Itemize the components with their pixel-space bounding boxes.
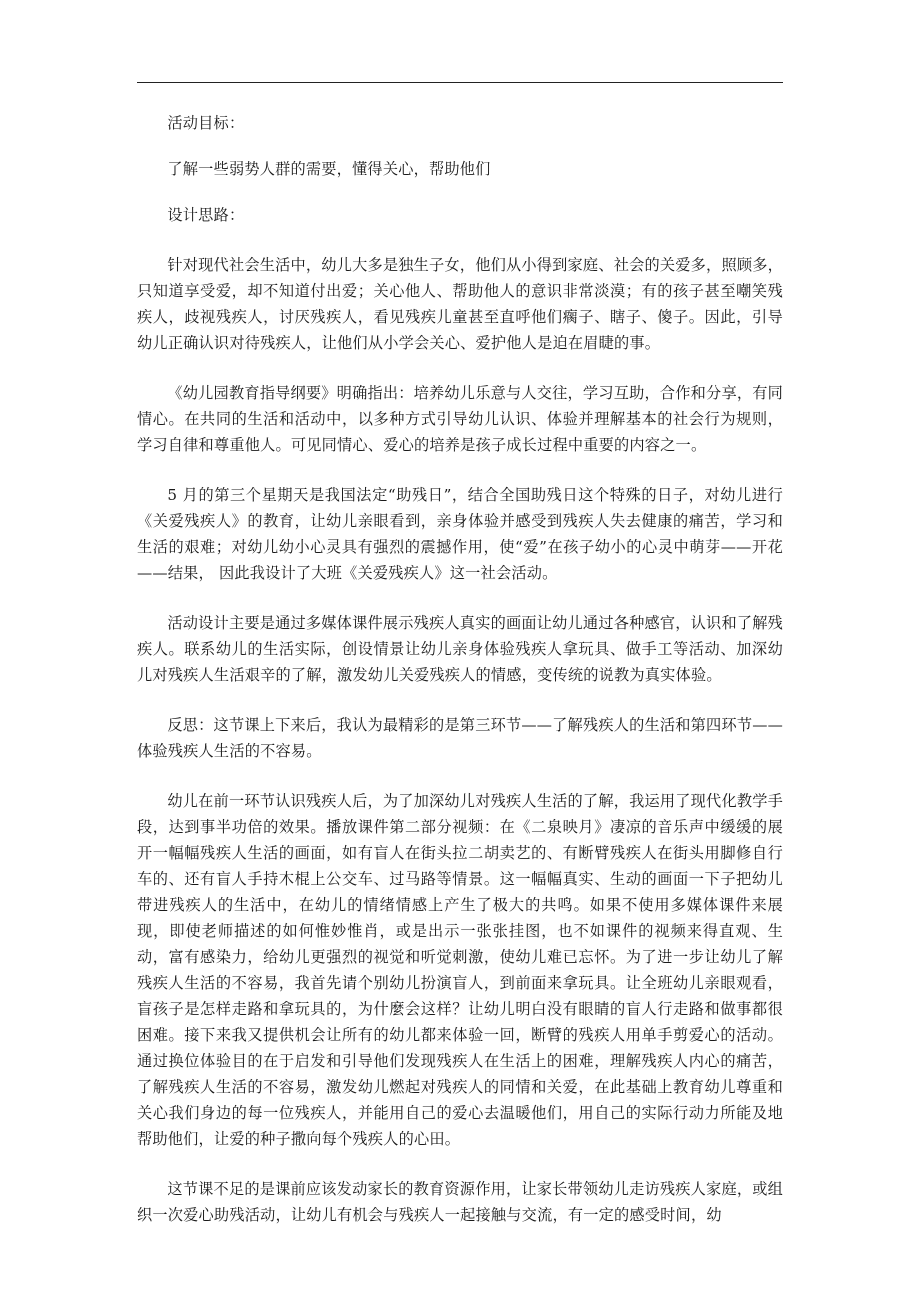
activity-goal-text: 了解一些弱势人群的需要，懂得关心，帮助他们 (167, 160, 491, 178)
header-rule (137, 82, 783, 83)
document-body (137, 110, 783, 1228)
paragraph-shortcoming: 这节课不足的是课前应该发动家长的教育资源作用，让家长带领幼儿走访残疾人家庭，或组织一次爱心助残活动，让幼儿有机会与残疾人一起接触与交流，有一定的感受时间，幼 (137, 1180, 783, 1224)
paragraph-reflection: 反思：这节课上下来后，我认为最精彩的是第三环节——了解残疾人的生活和第四环节——体验残疾人生活的不容易。 (137, 716, 783, 760)
paragraph-background: 针对现代社会生活中，幼儿大多是独生子女，他们从小得到家庭、社会的关爱多，照顾多，只知道享受爱，却不知道付出爱；关心他人、帮助他人的意识非常淡漠；有的孩子甚至嘲笑残疾人，歧视残疾人，讨厌残疾人，看见残疾儿童甚至直呼他们瘸子、瞎子、傻子。因此，引导幼儿正确认识对待残疾人，让他们从小学会关心、爱护他人是迫在眉睫的事。 (137, 256, 783, 352)
heading-activity-goal: 活动目标： (167, 114, 245, 132)
paragraph-activity-design: 活动设计主要是通过多媒体课件展示残疾人真实的画面让幼儿通过各种感官，认识和了解残疾人。联系幼儿的生活实际，创设情景让幼儿亲身体验残疾人拿玩具、做手工等活动、加深幼儿对残疾人生活艰辛的了解，激发幼儿关爱残疾人的情感，变传统的说教为真实体验。 (137, 614, 783, 684)
paragraph-guideline: 《幼儿园教育指导纲要》明确指出：培养幼儿乐意与人交往，学习互助，合作和分享，有同情心。在共同的生活和活动中，以多种方式引导幼儿认识、体验并理解基本的社会行为规则，学习自律和尊重他人。可见同情心、爱心的培养是孩子成长过程中重要的内容之一。 (137, 384, 783, 454)
paragraph-reflection-detail: 幼儿在前一环节认识残疾人后，为了加深幼儿对残疾人生活的了解，我运用了现代化教学手段，达到事半功倍的效果。播放课件第二部分视频：在《二泉映月》凄凉的音乐声中缓缓的展开一幅幅残疾人生活的画面，如有盲人在街头拉二胡卖艺的、有断臂残疾人在街头用脚修自行车的、还有盲人手持木棍上公交车、过马路等情景。这一幅幅真实、生动的画面一下子把幼儿带进残疾人的生活中，在幼儿的情绪情感上产生了极大的共鸣。如果不使用多媒体课件来展现，即使老师描述的如何惟妙惟肖，或是出示一张张挂图，也不如课件的视频来得直观、生动，富有感染力，给幼儿更强烈的视觉和听觉刺激，使幼儿难已忘怀。为了进一步让幼儿了解残疾人生活的不容易，我首先请个别幼儿扮演盲人，到前面来拿玩具。让全班幼儿亲眼观看，盲孩子是怎样走路和拿玩具的，为什麼会这样？让幼儿明白没有眼睛的盲人行走路和做事都很困难。接下来我又提供机会让所有的幼儿都来体验一回，断臂的残疾人用单手剪爱心的活动。通过换位体验目的在于启发和引导他们发现残疾人在生活上的困难，理解残疾人内心的痛苦，了解残疾人生活的不容易，激发幼儿燃起对残疾人的同情和关爱，在此基础上教育幼儿尊重和关心我们身边的每一位残疾人，并能用自己的爱心去温暖他们，用自己的实际行动力所能及地帮助他们，让爱的种子撒向每个残疾人的心田。 (137, 792, 783, 1148)
paragraph-disability-day: 5 月的第三个星期天是我国法定“助残日”，结合全国助残日这个特殊的日子，对幼儿进行《关爱残疾人》的教育，让幼儿亲眼看到，亲身体验并感受到残疾人失去健康的痛苦，学习和生活的艰难；对幼儿幼小心灵具有强烈的震撼作用，使“爱”在孩子幼小的心灵中萌芽——开花——结果， 因此我设计了大班《关爱残疾人》这一社会活动。 (137, 486, 783, 582)
heading-design-idea: 设计思路： (167, 206, 245, 224)
